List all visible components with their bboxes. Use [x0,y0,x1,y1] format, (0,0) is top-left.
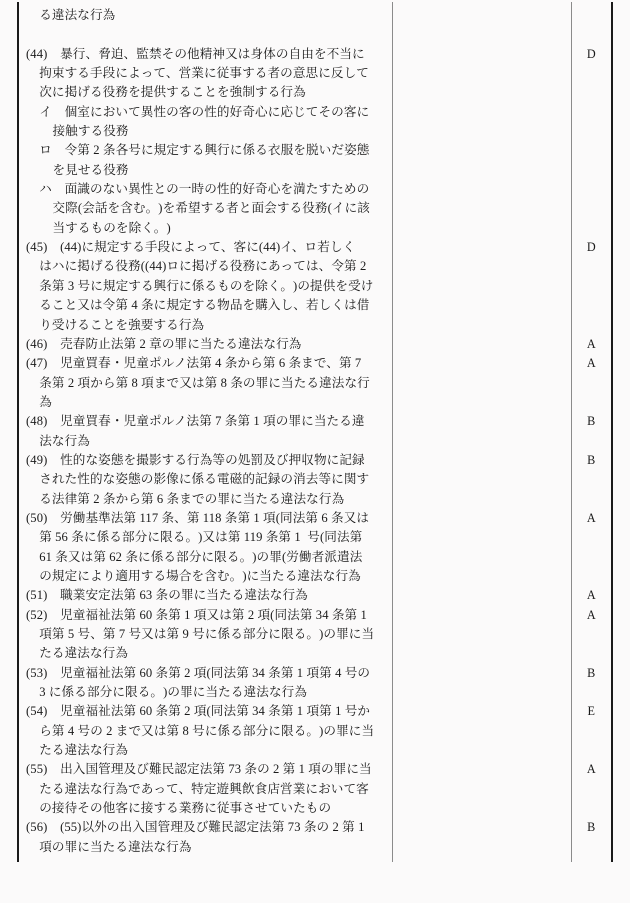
item-cont-line: の規定により適用する場合を含む。)に当たる違法な行為 [39,568,361,583]
item-first-line: (56) (55)以外の出入国管理及び難民認定法第 73 条の 2 第 1 [26,820,365,835]
description-column [18,2,392,862]
grade-spacer [572,257,612,276]
item-first-line: (50) 労働基準法第 117 条、第 118 条第 1 項(同法第 6 条又は [26,510,370,525]
item-cont-line: 条第 3 号に規定する興行に係るものを除く。)の提供を受け [39,278,374,293]
item-cont-line: 交際(会話を含む。)を希望する者と面会する役務(イに該 [52,201,370,216]
item-cont-line: ら第 4 号の 2 まで又は第 8 号に係る部分に限る。)の罪に当 [39,723,375,738]
grade-spacer [572,122,612,141]
grade-spacer [572,6,612,25]
middle-column-body [393,2,571,21]
item-cont-line: ロ 令第 2 条各号に規定する興行に係る衣服を脱いだ姿態 [39,143,370,158]
blank-line [26,25,385,44]
item-cont-line: り受けることを強要する行為 [39,317,205,332]
grade-spacer [572,470,612,489]
item-first-line: (47) 児童買春・児童ポルノ法第 4 条から第 6 条まで、第 7 [26,356,362,371]
grade-spacer [572,393,612,412]
grade-spacer [572,432,612,451]
grade-spacer [572,683,612,702]
grade-spacer [572,374,612,393]
grade-column [571,2,612,862]
grade-value: A [586,510,596,525]
item-cont-line: 条第 2 項から第 8 項まで又は第 8 条の罪に当たる違法な行 [39,375,370,390]
grade-spacer [572,296,612,315]
grade-spacer [572,838,612,857]
grade-spacer [572,64,612,83]
grade-spacer [572,625,612,644]
grade-spacer [572,722,612,741]
grade-spacer [572,741,612,760]
grade-value: A [586,588,596,603]
description-text-block [19,2,392,862]
item-cont-line: たる違法な行為 [39,743,129,758]
grade-spacer [572,316,612,335]
item-cont-line: 次に掲げる役務を提供することを強制する行為 [39,85,306,100]
grade-spacer [572,83,612,102]
grade-value: A [586,762,596,777]
grade-spacer [572,644,612,663]
item-first-line: (46) 売春防止法第 2 章の罪に当たる違法な行為 [26,336,302,351]
item-first-line: (54) 児童福祉法第 60 条第 2 項(同法第 34 条第 1 項第 1 号か [26,704,371,719]
grade-spacer [572,161,612,180]
grade-spacer [572,219,612,238]
grade-spacer [572,567,612,586]
grade-spacer [572,799,612,818]
item-cont-line: 61 条又は第 62 条に係る部分に限る。)の罪(労働者派遣法 [39,549,363,564]
item-cont-line: る法律第 2 条から第 6 条までの罪に当たる違法な行為 [39,491,345,506]
grade-text-block [572,2,612,862]
item-first-line: (55) 出入国管理及び難民認定法第 73 条の 2 第 1 項の罪に当 [26,762,372,777]
grade-spacer [572,141,612,160]
grade-value: B [587,665,596,680]
grade-value: A [586,607,596,622]
grade-value: B [587,414,596,429]
item-cont-line: イ 個室において異性の客の性的好奇心に応じてその客に [39,104,370,119]
grade-value: D [586,46,596,61]
item-first-line: (48) 児童買春・児童ポルノ法第 7 条第 1 項の罪に当たる違 [26,414,365,429]
grade-value: E [587,704,595,719]
item-cont-line: 法な行為 [39,433,90,448]
grade-spacer [572,780,612,799]
continued-line: る違法な行為 [39,8,116,22]
item-cont-line: 項第 5 号、第 7 号又は第 9 号に係る部分に限る。)の罪に当 [39,627,375,641]
legal-provisions-table [17,2,613,862]
grade-value: D [586,240,596,255]
item-cont-line: 接触する役務 [52,124,129,139]
grade-spacer [572,25,612,44]
item-cont-line: 3 に係る部分に限る。)の罪に当たる違法な行為 [39,685,308,700]
grade-spacer [572,199,612,218]
middle-column [392,2,571,862]
grade-spacer [572,490,612,509]
grade-value: A [586,336,596,351]
item-first-line: (44) 暴行、脅迫、監禁その他精神又は身体の自由を不当に [26,46,365,61]
item-cont-line: たる違法な行為であって、特定遊興飲食店営業において客 [39,781,369,796]
item-first-line: (52) 児童福祉法第 60 条第 1 項又は第 2 項(同法第 34 条第 1 [26,607,367,622]
item-cont-line: はハに掲げる役務((44)ロに掲げる役務にあっては、令第 2 [39,259,367,274]
item-cont-line: たる違法な行為 [39,646,129,661]
item-first-line: (49) 性的な姿態を撮影する行為等の処罰及び押収物に記録 [26,452,365,467]
grade-spacer [572,180,612,199]
item-first-line: (53) 児童福祉法第 60 条第 2 項(同法第 34 条第 1 項第 4 号の [26,665,371,680]
item-first-line: (51) 職業安定法第 63 条の罪に当たる違法な行為 [26,588,308,603]
table-row [18,2,612,862]
item-cont-line: 当するものを除く。) [52,220,171,235]
item-cont-line: 為 [39,394,52,409]
item-cont-line: ること又は令第 4 条に規定する物品を購入し、若しくは借 [39,298,370,313]
item-cont-line: 項の罪に当たる違法な行為 [39,839,192,854]
item-cont-line: の接待その他客に接する業務に従事させていたもの [39,801,332,816]
grade-value: B [587,452,596,467]
grade-spacer [572,277,612,296]
grade-spacer [572,528,612,547]
grade-value: B [587,820,596,835]
item-cont-line: 第 56 条に係る部分に限る。)又は第 119 条第 1 号(同法第 [39,530,363,545]
item-cont-line: ハ 面識のない異性との一時の性的好奇心を満たすための [39,182,370,197]
item-cont-line: を見せる役務 [52,162,129,177]
item-cont-line: 拘束する手段によって、営業に従事する者の意思に反して [39,66,370,81]
grade-spacer [572,103,612,122]
item-cont-line: された性的な姿態の影像に係る電磁的記録の消去等に関す [39,472,370,487]
grade-value: A [586,356,596,371]
item-first-line: (45) (44)に規定する手段によって、客に(44)イ、ロ若しく [26,240,356,255]
grade-spacer [572,548,612,567]
